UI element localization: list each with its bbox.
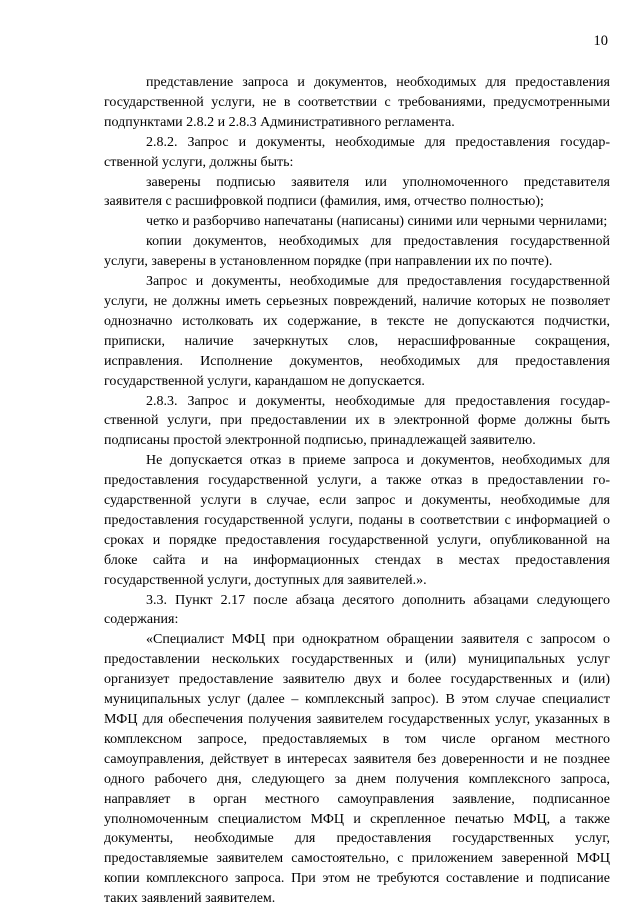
paragraph-no-damage: Запрос и документы, необходимые для предоставления государственной услуги, не должны иметь серьезных повреждений, наличие которых не позволяет однозначно истолковать их содержание, в тексте не допускаются подчистки, приписки, наличие зачеркнутых слов, нерасшифрованные сокращения, исправления. Исполнение документов, необходимых для предоставления государственной услуги, карандашом не допускается. <box>104 274 610 389</box>
paragraph-no-refusal: Не допускается отказ в приеме запроса и документов, необходимых для предоставления государственной услуги, а также отказ в предоставлении государственной услуги в случае, если запрос и документы, необходимые для предоставления государственной услуги, поданы в соответствии с информацией о сроках и порядке предоставления государственной услуги, опубликованной на блоке сайта и на информационных стендах в местах предоставления государственной услуги, доступных для заявителей.». <box>104 453 610 588</box>
paragraph-2-8-3: 2.8.3. Запрос и документы, необходимые для предоставления государственной услуги, при предоставлении их в электронной форме должны быть подписаны простой электронной подписью, принадлежащей заявителю. <box>104 393 610 449</box>
page-number: 10 <box>593 33 608 49</box>
document-body <box>104 73 610 909</box>
paragraph-3-3: 3.3. Пункт 2.17 после абзаца десятого дополнить абзацами следующего содержания: <box>104 592 610 628</box>
paragraph-signed-by-applicant: заверены подписью заявителя или уполномоченного представителя заявителя с расшифровкой подписи (фамилия, имя, отчество полностью); <box>104 174 610 210</box>
paragraph-2-8-2: 2.8.2. Запрос и документы, необходимые для предоставления государственной услуги, должны быть: <box>104 134 610 170</box>
paragraph-printed-legibly: четко и разборчиво напечатаны (написаны) синими или черными чернилами; <box>146 214 608 230</box>
paragraph-representation-of-request: представление запроса и документов, необходимых для предоставления государственной услуги, не в соответствии с требованиями, предусмотренными подпунктами 2.8.2 и 2.8.3 Административного регламента. <box>104 75 610 130</box>
paragraph-mfc-specialist: «Специалист МФЦ при однократном обращении заявителя с запросом о предоставлении нескольких государственных и (или) муниципальных услуг организует предоставление заявителю двух и более государственных и (или) муниципальных услуг (далее – комплексный запрос). В этом случае специалист МФЦ для обеспечения получения заявителем государственных услуг, указанных в комплексном запросе, предоставляемых в том числе органом местного самоуправления, действует в интересах заявителя без доверенности и не позднее одного рабочего дня, следующего за днем получения комплексного запроса, направляет в орган местного самоуправления заявление, подписанное уполномоченным специалистом МФЦ и скрепленное печатью МФЦ, а также документы, необходимые для предоставления государственных услуг, предоставляемые заявителем самостоятельно, с приложением заверенной МФЦ копии комплексного запроса. При этом не требуются составление и подписание таких заявлений заявителем. <box>104 632 610 907</box>
paragraph-document-copies: копии документов, необходимых для предоставления государственной услуги, заверены в установленном порядке (при направлении их по почте). <box>104 234 610 270</box>
